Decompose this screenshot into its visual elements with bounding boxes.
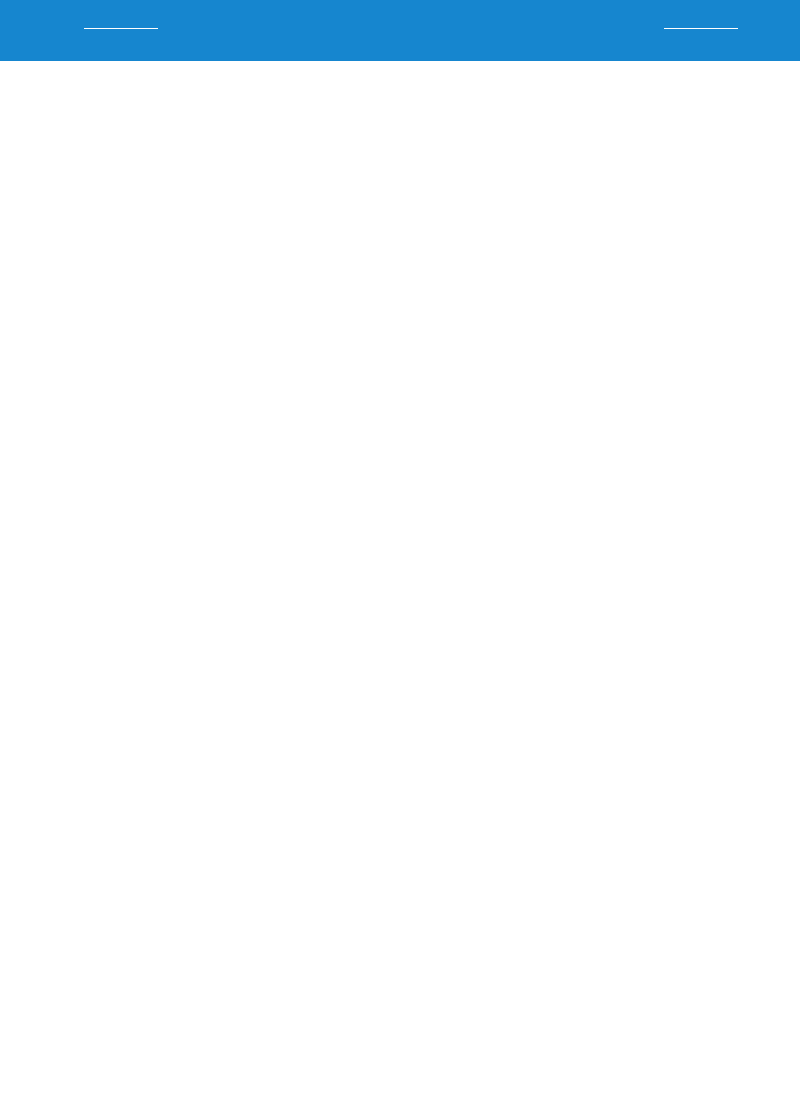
title-banner bbox=[0, 0, 800, 61]
banner-rule-left bbox=[84, 28, 158, 29]
banner-rule-right bbox=[664, 28, 738, 29]
